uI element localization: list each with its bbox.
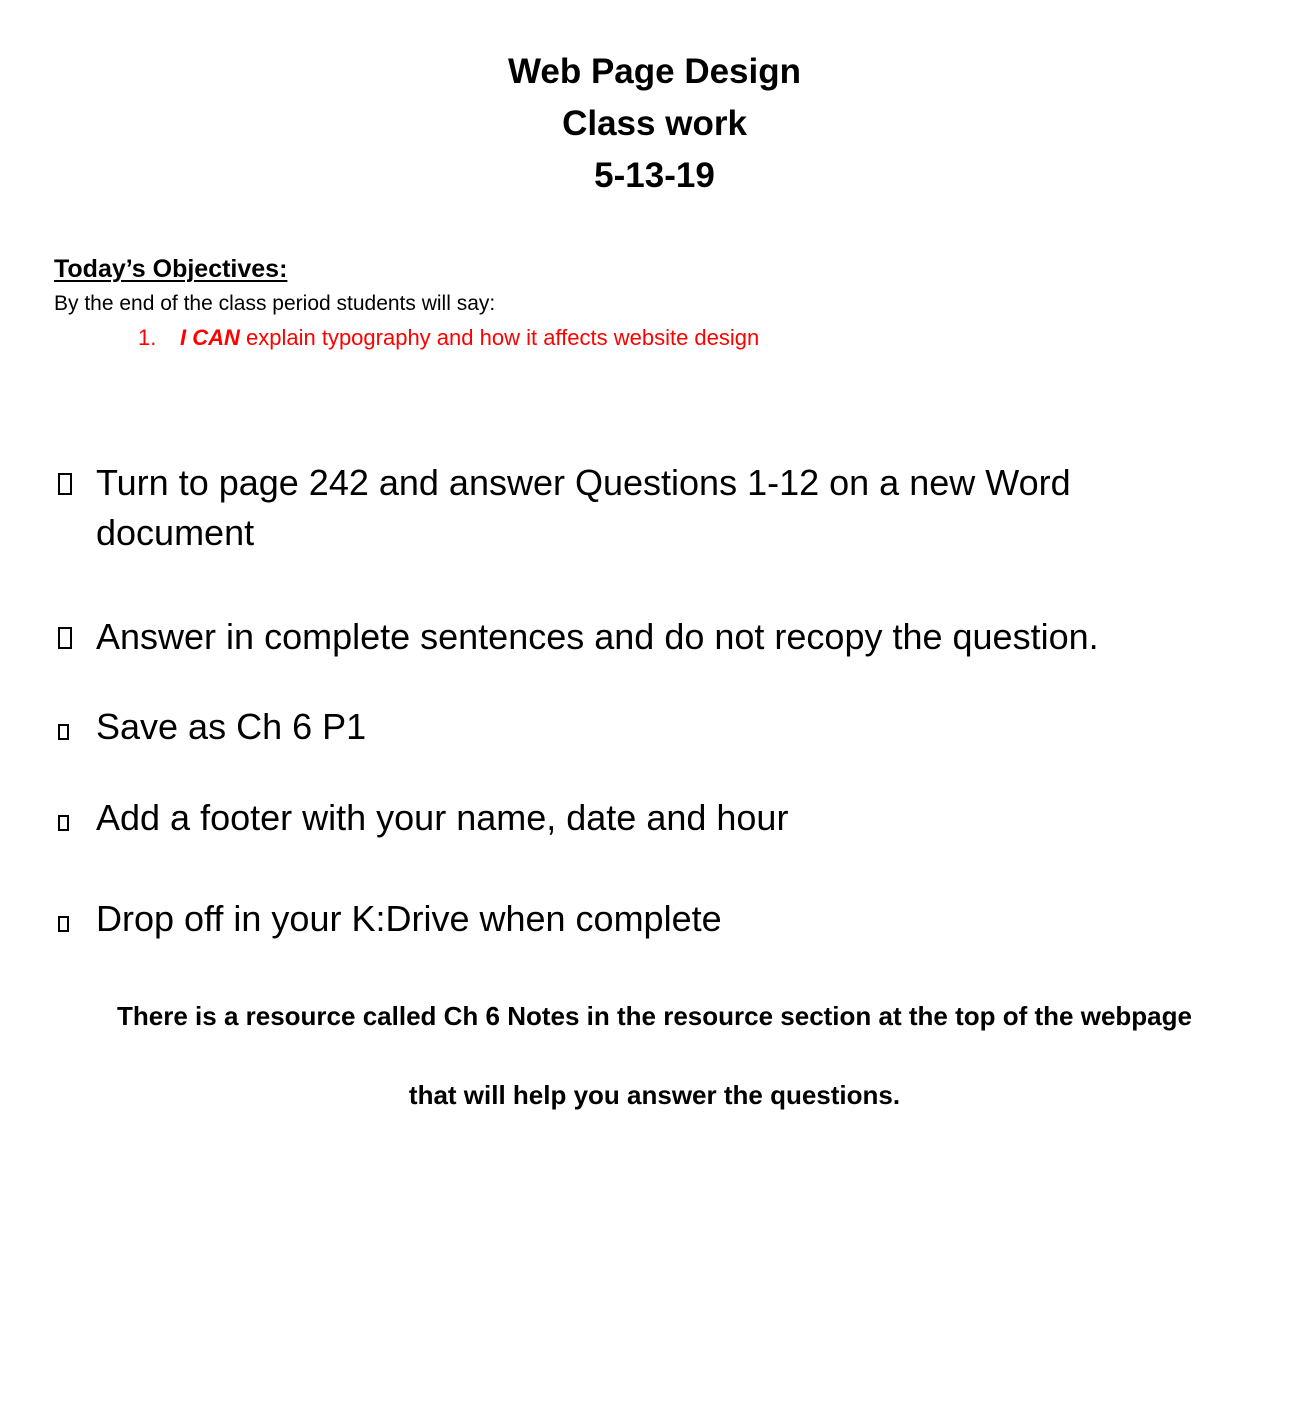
- objectives-heading: Today’s Objectives:: [54, 255, 288, 283]
- resource-note-line-1: There is a resource called Ch 6 Notes in the resource section at the top of the webpage: [117, 1001, 1192, 1031]
- objectives-intro: By the end of the class period students will say:: [54, 292, 496, 315]
- objective-item: [138, 324, 759, 352]
- task-item: [58, 702, 1238, 752]
- page-title: Web Page Design: [507, 52, 802, 91]
- task-item: [58, 793, 1238, 843]
- page-date: 5-13-19: [594, 156, 715, 195]
- task-text: Add a footer with your name, date and hour: [96, 797, 789, 838]
- objective-text: explain typography and how it affects website design: [239, 325, 760, 350]
- checkbox-icon: [58, 916, 69, 932]
- task-text: Drop off in your K:Drive when complete: [96, 898, 722, 939]
- task-text: Save as Ch 6 P1: [96, 706, 367, 747]
- page-subtitle: Class work: [562, 104, 747, 143]
- task-item: [58, 612, 1238, 662]
- task-item: [58, 458, 1238, 558]
- checkbox-icon: [58, 724, 69, 740]
- resource-note-line-2: that will help you answer the questions.: [408, 1080, 901, 1110]
- checkbox-icon: [58, 815, 69, 831]
- objective-emphasis: I CAN: [180, 325, 240, 350]
- objective-number: 1.: [138, 325, 157, 350]
- task-item: [58, 894, 1238, 944]
- checkbox-icon: [58, 473, 72, 495]
- title-block: [0, 46, 1299, 202]
- task-text: Answer in complete sentences and do not recopy the question.: [96, 616, 1099, 657]
- checkbox-icon: [58, 627, 72, 649]
- task-text: Turn to page 242 and answer Questions 1-12 on a new Word document: [96, 462, 1071, 553]
